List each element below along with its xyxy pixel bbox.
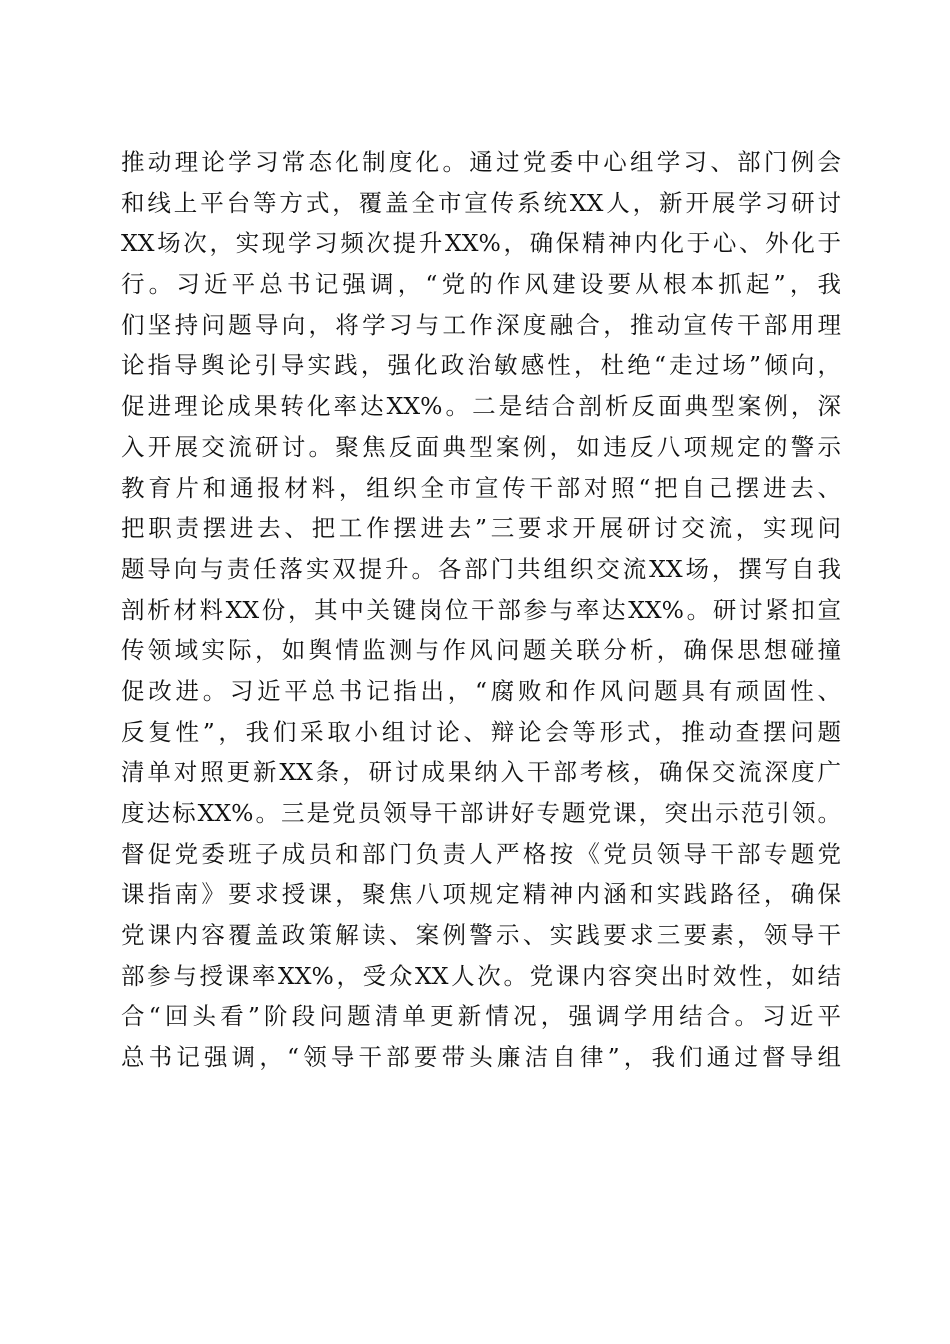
text-line: 把职责摆进去、把工作摆进去”三要求开展研讨交流，实现问 [121, 514, 841, 543]
document-body [121, 142, 841, 1078]
text-line: 党课内容覆盖政策解读、案例警示、实践要求三要素，领导干 [121, 921, 841, 950]
text-line: 清单对照更新XX条，研讨成果纳入干部考核，确保交流深度广 [121, 758, 841, 787]
text-line: XX场次，实现学习频次提升XX%，确保精神内化于心、外化于 [121, 229, 841, 258]
text-line: 们坚持问题导向，将学习与工作深度融合，推动宣传干部用理 [121, 310, 841, 339]
text-line: 总书记强调，“领导干部要带头廉洁自律”，我们通过督导组 [121, 1043, 841, 1072]
text-line: 入开展交流研讨。聚焦反面典型案例，如违反八项规定的警示 [121, 432, 841, 461]
text-line: 合“回头看”阶段问题清单更新情况，强调学用结合。习近平 [121, 1002, 841, 1031]
text-line: 推动理论学习常态化制度化。通过党委中心组学习、部门例会 [121, 148, 841, 176]
text-line: 督促党委班子成员和部门负责人严格按《党员领导干部专题党 [121, 839, 841, 868]
text-line: 论指导舆论引导实践，强化政治敏感性，杜绝“走过场”倾向， [121, 351, 841, 380]
text-line: 传领域实际，如舆情监测与作风问题关联分析，确保思想碰撞 [121, 636, 841, 665]
text-line: 促进理论成果转化率达XX%。二是结合剖析反面典型案例，深 [121, 392, 841, 421]
text-line: 题导向与责任落实双提升。各部门共组织交流XX场，撰写自我 [121, 554, 841, 583]
text-line: 行。习近平总书记强调，“党的作风建设要从根本抓起”，我 [121, 270, 841, 299]
text-line: 部参与授课率XX%，受众XX人次。党课内容突出时效性，如结 [121, 961, 841, 990]
text-line: 度达标XX%。三是党员领导干部讲好专题党课，突出示范引领。 [121, 799, 841, 827]
text-line: 教育片和通报材料，组织全市宣传干部对照“把自己摆进去、 [121, 473, 841, 502]
text-line: 反复性”，我们采取小组讨论、辩论会等形式，推动查摆问题 [121, 717, 841, 746]
text-line: 和线上平台等方式，覆盖全市宣传系统XX人，新开展学习研讨 [121, 188, 841, 217]
text-line: 促改进。习近平总书记指出，“腐败和作风问题具有顽固性、 [121, 676, 841, 705]
text-line: 剖析材料XX份，其中关键岗位干部参与率达XX%。研讨紧扣宣 [121, 595, 841, 624]
text-line: 课指南》要求授课，聚焦八项规定精神内涵和实践路径，确保 [121, 880, 841, 909]
